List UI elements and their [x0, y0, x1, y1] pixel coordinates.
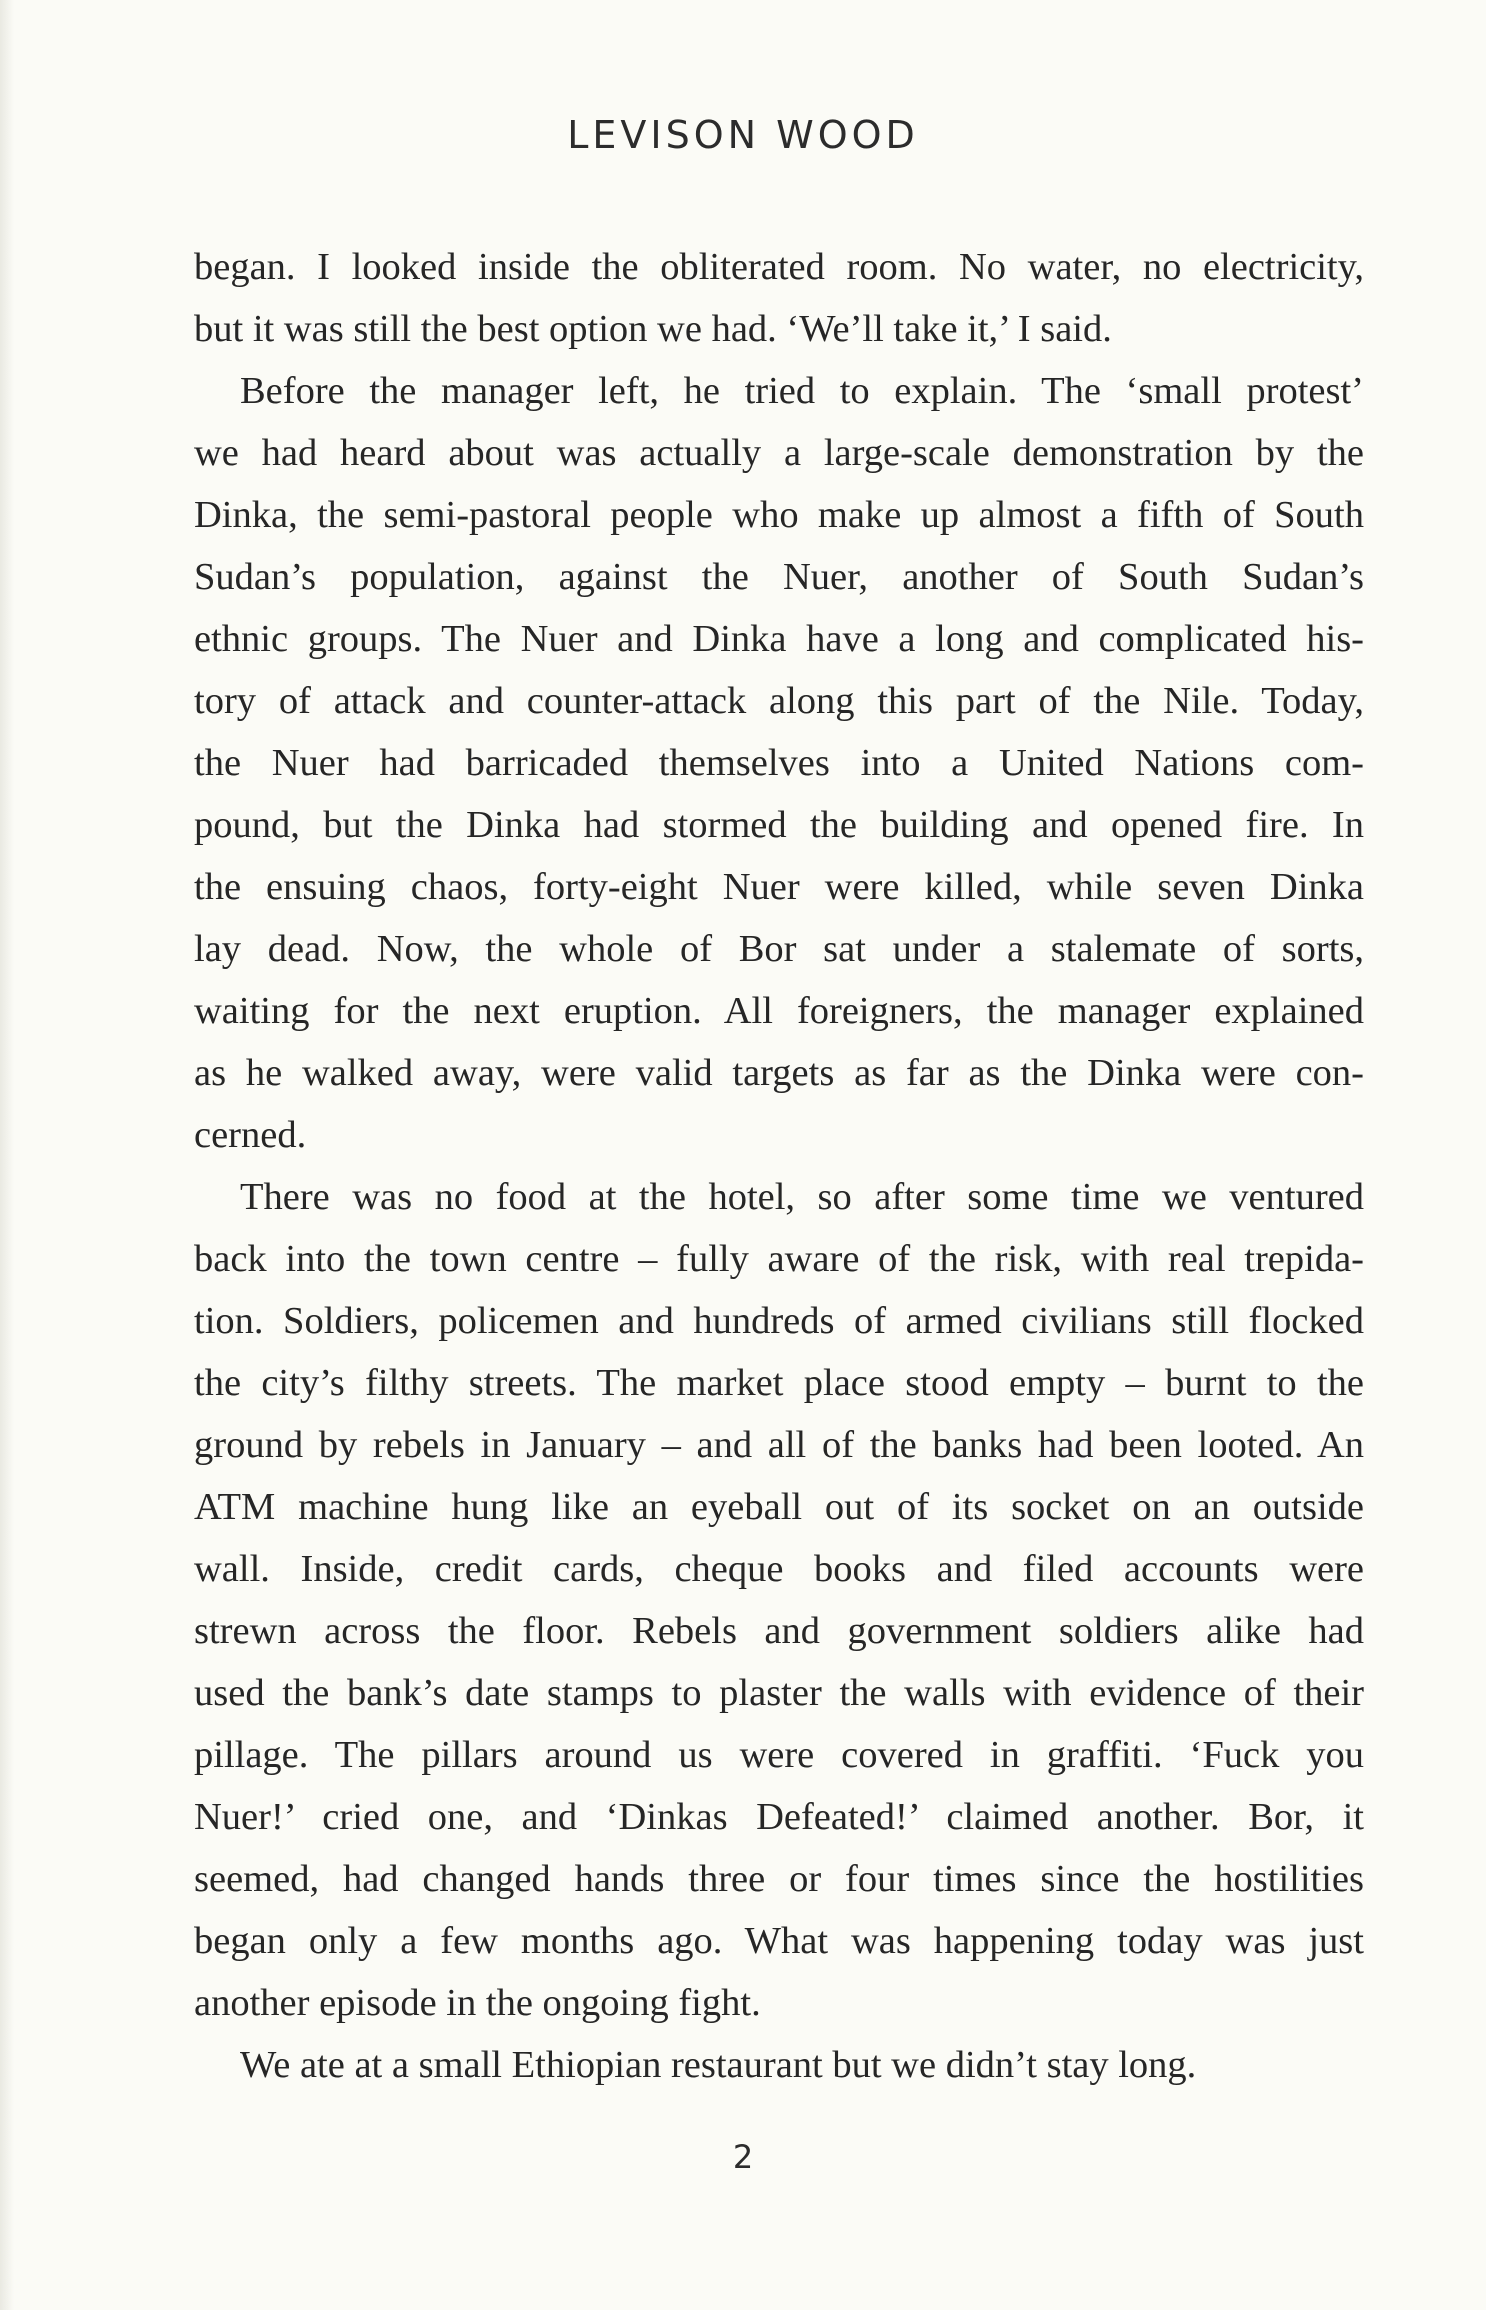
text-line: There was no food at the hotel, so after some time we ventured	[240, 1176, 1364, 1218]
paragraph	[194, 2034, 1364, 2096]
text-line: strewn across the floor. Rebels and government soldiers alike had	[194, 1610, 1364, 1652]
text-line: pound, but the Dinka had stormed the building and opened fire. In	[194, 804, 1364, 846]
paragraph	[194, 1166, 1364, 2034]
text-line: the city’s filthy streets. The market place stood empty – burnt to the	[194, 1362, 1364, 1404]
text-line: pillage. The pillars around us were covered in graffiti. ‘Fuck you	[194, 1734, 1364, 1776]
text-line: Nuer!’ cried one, and ‘Dinkas Defeated!’ claimed another. Bor, it	[194, 1796, 1364, 1838]
text-line: Before the manager left, he tried to explain. The ‘small protest’	[240, 370, 1364, 412]
text-line: began only a few months ago. What was happening today was just	[194, 1920, 1364, 1962]
text-line: ground by rebels in January – and all of the banks had been looted. An	[194, 1424, 1364, 1466]
text-line: as he walked away, were valid targets as far as the Dinka were con-	[194, 1052, 1364, 1094]
text-line: waiting for the next eruption. All foreigners, the manager explained	[194, 990, 1364, 1032]
text-line: seemed, had changed hands three or four times since the hostilities	[194, 1858, 1364, 1900]
body-text	[194, 236, 1364, 2096]
text-line: Dinka, the semi-pastoral people who make up almost a fifth of South	[194, 494, 1364, 536]
paragraph	[194, 236, 1364, 360]
text-line: we had heard about was actually a large-scale demonstration by the	[194, 432, 1364, 474]
text-line: another episode in the ongoing fight.	[194, 1982, 761, 2024]
text-line: used the bank’s date stamps to plaster the walls with evidence of their	[194, 1672, 1364, 1714]
text-line: the Nuer had barricaded themselves into a United Nations com-	[194, 742, 1364, 784]
text-line: ethnic groups. The Nuer and Dinka have a long and complicated his-	[194, 618, 1364, 660]
text-line: lay dead. Now, the whole of Bor sat under a stalemate of sorts,	[194, 928, 1364, 970]
text-line: back into the town centre – fully aware of the risk, with real trepida-	[194, 1238, 1364, 1280]
text-line: cerned.	[194, 1114, 307, 1156]
text-line: wall. Inside, credit cards, cheque books and filed accounts were	[194, 1548, 1364, 1590]
paragraph	[194, 360, 1364, 1166]
text-line: ATM machine hung like an eyeball out of its socket on an outside	[194, 1486, 1364, 1528]
page-edge-shadow	[0, 0, 14, 2310]
page-number: 2	[732, 2138, 754, 2176]
text-line: Sudan’s population, against the Nuer, another of South Sudan’s	[194, 556, 1364, 598]
text-line: the ensuing chaos, forty-eight Nuer were killed, while seven Dinka	[194, 866, 1364, 908]
running-head: LEVISON WOOD	[567, 113, 919, 157]
text-line: tory of attack and counter-attack along this part of the Nile. Today,	[194, 680, 1364, 722]
text-line: but it was still the best option we had. ‘We’ll take it,’ I said.	[194, 308, 1112, 350]
text-line: tion. Soldiers, policemen and hundreds of armed civilians still flocked	[194, 1300, 1364, 1342]
text-line: began. I looked inside the obliterated room. No water, no electricity,	[194, 246, 1364, 288]
text-line: We ate at a small Ethiopian restaurant but we didn’t stay long.	[240, 2044, 1197, 2086]
